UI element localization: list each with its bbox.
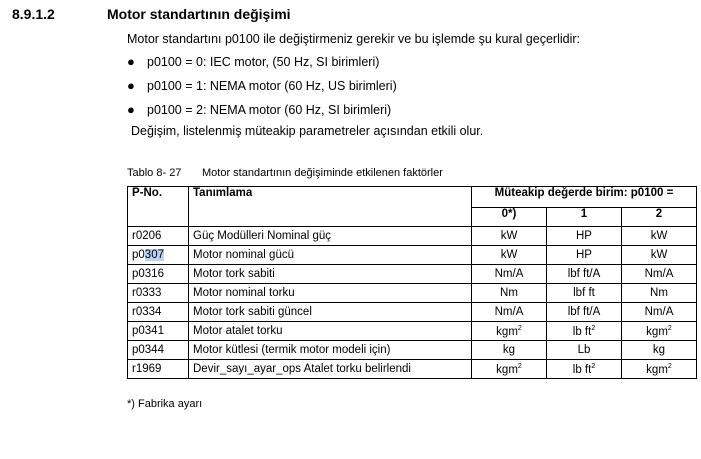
section-number: 8.9.1.2 [12, 6, 55, 22]
unit-0-cell: Nm [472, 284, 547, 303]
table-row [128, 341, 697, 360]
unit-0-cell: kW [472, 246, 547, 265]
unit-2-cell: kgm$^2$ [622, 360, 697, 379]
desc-cell: Motor atalet torku [189, 322, 472, 341]
table-row [128, 322, 697, 341]
pno-cell[interactable]: p0307 [128, 246, 189, 265]
unit-1-cell: Lb [547, 341, 622, 360]
section-title: Motor standartının değişimi [107, 6, 291, 22]
table-row [128, 284, 697, 303]
effect-text: Değişim, listelenmiş müteakip parametreler açısından etkili olur. [131, 124, 484, 138]
unit-0-cell: kgm$^2$ [472, 322, 547, 341]
desc-cell: Motor nominal torku [189, 284, 472, 303]
desc-cell: Motor tork sabiti [189, 265, 472, 284]
unit-0-cell: kg [472, 341, 547, 360]
desc-cell: Güç Modülleri Nominal güç [189, 227, 472, 246]
desc-cell: Devir_sayı_ayar_ops Atalet torku belirlendi [189, 360, 472, 379]
unit-2-cell: Nm/A [622, 265, 697, 284]
unit-0-cell: kW [472, 227, 547, 246]
unit-1-cell: lb $ft^2$ [547, 360, 622, 379]
table-caption [127, 167, 443, 179]
pno-cell[interactable]: r0334 [128, 303, 189, 322]
table-row [128, 360, 697, 379]
desc-cell: Motor tork sabiti güncel [189, 303, 472, 322]
footnote: *) Fabrika ayarı [127, 398, 203, 410]
pno-cell[interactable]: p0316 [128, 265, 189, 284]
pno-cell[interactable]: p0344 [128, 341, 189, 360]
header-pno: P-No. [128, 187, 189, 227]
unit-1-cell: HP [547, 227, 622, 246]
unit-2-cell: kW [622, 246, 697, 265]
desc-cell: Motor kütlesi (termik motor modeli için) [189, 341, 472, 360]
header-col-1: 1 [547, 208, 622, 227]
pno-cell[interactable]: r1969 [128, 360, 189, 379]
intro-text: Motor standartını p0100 ile değiştirmeniz gerekir ve bu işlemde şu kural geçerlidir: [127, 32, 580, 46]
bullet-icon: ● [127, 102, 135, 117]
table-number: Tablo 8- 27 [127, 167, 182, 179]
table-row [128, 246, 697, 265]
header-col-0: 0*) [472, 208, 547, 227]
header-unit-group: Müteakip değerde birim: p0100 = [472, 187, 697, 208]
pno-cell[interactable]: r0333 [128, 284, 189, 303]
unit-1-cell: HP [547, 246, 622, 265]
table-row [128, 303, 697, 322]
unit-1-cell: lbf ft [547, 284, 622, 303]
header-desc: Tanımlama [189, 187, 472, 227]
unit-1-cell: lb $ft^2$ [547, 322, 622, 341]
parameter-table [127, 186, 697, 379]
bullet-icon: ● [127, 54, 135, 69]
list-item: ● p0100 = 0: IEC motor, (50 Hz, SI birimleri) [127, 50, 397, 74]
unit-2-cell: Nm [622, 284, 697, 303]
text-selection[interactable]: 307 [144, 249, 164, 261]
list-item: ● p0100 = 2: NEMA motor (60 Hz, SI birimleri) [127, 98, 397, 122]
desc-cell: Motor nominal gücü [189, 246, 472, 265]
section-heading [12, 6, 291, 22]
unit-2-cell: kW [622, 227, 697, 246]
header-col-2: 2 [622, 208, 697, 227]
unit-2-cell: kg [622, 341, 697, 360]
table-row [128, 265, 697, 284]
unit-1-cell: lbf ft/A [547, 303, 622, 322]
bullet-list [127, 50, 397, 122]
list-item: ● p0100 = 1: NEMA motor (60 Hz, US birimleri) [127, 74, 397, 98]
unit-2-cell: kgm$^2$ [622, 322, 697, 341]
unit-0-cell: kgm$^2$ [472, 360, 547, 379]
pno-cell[interactable]: r0206 [128, 227, 189, 246]
bullet-icon: ● [127, 78, 135, 93]
unit-2-cell: Nm/A [622, 303, 697, 322]
pno-cell[interactable]: p0341 [128, 322, 189, 341]
table-row [128, 227, 697, 246]
unit-0-cell: Nm/A [472, 265, 547, 284]
unit-0-cell: Nm/A [472, 303, 547, 322]
table-caption-text: Motor standartının değişiminde etkilenen faktörler [202, 167, 443, 179]
unit-1-cell: lbf ft/A [547, 265, 622, 284]
